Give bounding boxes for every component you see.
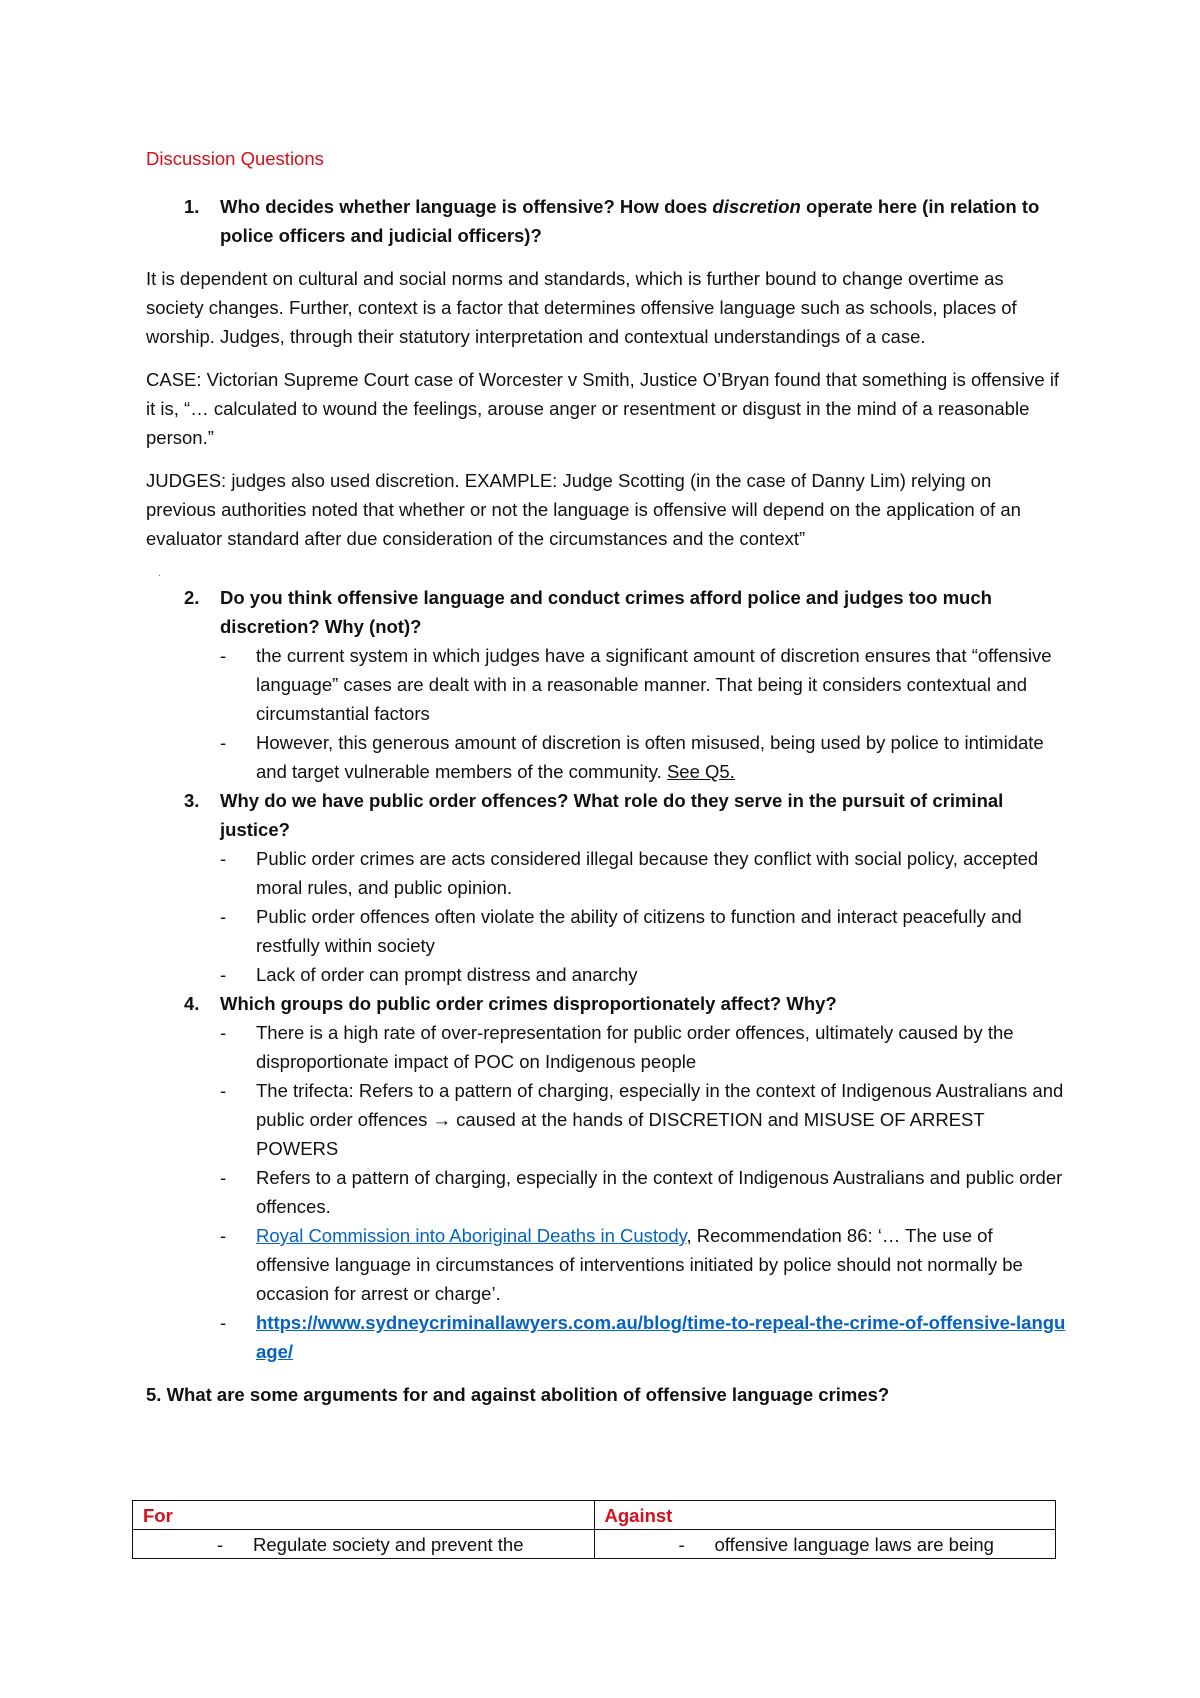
case-paragraph: CASE: Victorian Supreme Court case of Worcester v Smith, Justice O’Bryan found that something is offensive if it is, “… calculated to wound the feelings, arouse anger or resentment or disgust in the mind of a reasonable person.” [146, 369, 1060, 448]
table-cell-against: - offensive language laws are being [594, 1530, 1056, 1559]
list-item: - Lack of order can prompt distress and anarchy [220, 964, 638, 985]
section-title: Discussion Questions [146, 148, 324, 169]
table-cell-for: - Regulate society and prevent the [133, 1530, 595, 1559]
list-item: - Royal Commission into Aboriginal Deaths in Custody, Recommendation 86: ‘… The use of offensive language in circumstances of interventions initiated by police should not normally be occasion for arrest or charge’. [220, 1225, 1023, 1304]
question-number: 1. [184, 196, 200, 217]
list-item: - There is a high rate of over-representation for public order offences, ultimately caused by the disproportionate impact of POC on Indigenous people [220, 1022, 1014, 1072]
sydney-criminal-lawyers-link[interactable]: https://www.sydneycriminallawyers.com.au/blog/time-to-repeal-the-crime-of-offensive-language/ [256, 1312, 1066, 1362]
list-item: - Public order offences often violate the ability of citizens to function and interact peacefully and restfully within society [220, 906, 1022, 956]
royal-commission-link[interactable]: Royal Commission into Aboriginal Deaths in Custody [256, 1225, 687, 1246]
list-item: - https://www.sydneycriminallawyers.com.au/blog/time-to-repeal-the-crime-of-offensive-language/ [220, 1312, 1066, 1362]
question-5: 5. What are some arguments for and against abolition of offensive language crimes? [146, 1384, 890, 1405]
list-item: - However, this generous amount of discretion is often misused, being used by police to intimidate and target vulnerable members of the community. See Q5. [220, 732, 1044, 782]
question-1: 1. Who decides whether language is offensive? How does discretion operate here (in relation to police officers and judicial officers)? [146, 192, 1066, 250]
list-item: - Public order crimes are acts considered illegal because they conflict with social policy, accepted moral rules, and public opinion. [220, 848, 1039, 898]
table-header-for: For [133, 1501, 595, 1530]
list-item: - the current system in which judges have a significant amount of discretion ensures that “offensive language” cases are dealt with in a reasonable manner. That being it considers contextual and circumstantial factors [220, 645, 1052, 724]
table-header-against: Against [594, 1501, 1056, 1530]
list-item: - The trifecta: Refers to a pattern of charging, especially in the context of Indigenous Australians and public order offences → caused at the hands of DISCRETION and MISUSE OF ARREST POWERS [220, 1080, 1064, 1159]
arrow-icon: → [432, 1109, 452, 1130]
judges-paragraph: JUDGES: judges also used discretion. EXAMPLE: Judge Scotting (in the case of Danny Lim) relying on previous authorities noted that whether or not the language is offensive will depend on the application of an evaluator standard after due consideration of the circumstances and the context” [146, 470, 1021, 549]
question-2: 2. Do you think offensive language and conduct crimes afford police and judges too much discretion? Why (not)? [146, 583, 1066, 641]
question-4: 4. Which groups do public order crimes disproportionately affect? Why? [146, 989, 1066, 1018]
for-against-table [132, 1500, 1056, 1559]
question-number: 2. [184, 587, 200, 608]
stray-mark: . [158, 568, 161, 579]
list-item: - Refers to a pattern of charging, especially in the context of Indigenous Australians and public order offences. [220, 1167, 1063, 1217]
document-page [146, 148, 1066, 1409]
question-number: 4. [184, 993, 200, 1014]
question-3: 3. Why do we have public order offences? What role do they serve in the pursuit of criminal justice? [146, 786, 1066, 844]
answer-paragraph: It is dependent on cultural and social norms and standards, which is further bound to change overtime as society changes. Further, context is a factor that determines offensive language such as schools, places of worship. Judges, through their statutory interpretation and contextual understandings of a case. [146, 268, 1017, 347]
cross-reference[interactable]: See Q5. [666, 761, 735, 782]
question-number: 3. [184, 790, 200, 811]
